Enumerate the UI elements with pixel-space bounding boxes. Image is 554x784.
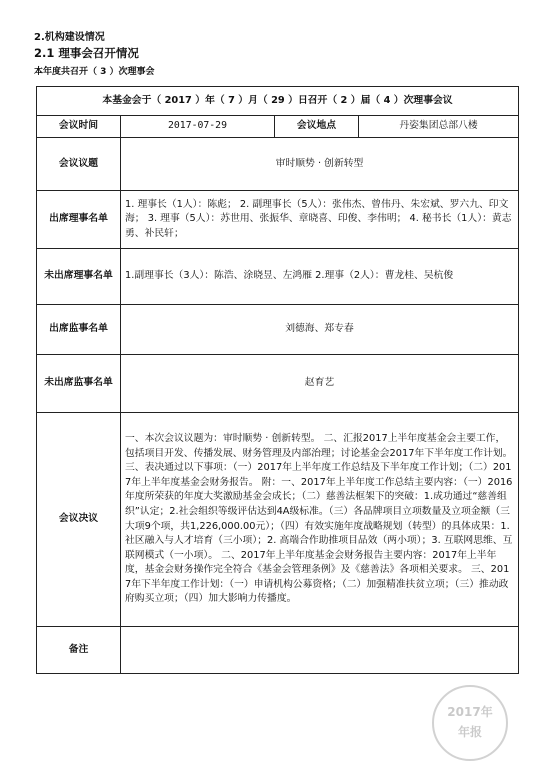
meeting-time-value: 2017-07-29 <box>121 116 275 138</box>
resolution-label: 会议决议 <box>37 413 121 627</box>
meeting-place-label: 会议地点 <box>275 116 359 138</box>
meeting-topic-value: 审时顺势 · 创新转型 <box>121 138 519 191</box>
meeting-count-summary: 本年度共召开（ 3 ）次理事会 <box>34 67 155 77</box>
meeting-place-value: 丹姿集团总部八楼 <box>359 116 519 138</box>
subsection-heading: 2.1 理事会召开情况 <box>34 46 139 60</box>
absent-directors-label: 未出席理事名单 <box>37 249 121 305</box>
stamp-year: 2017年 <box>447 705 493 719</box>
table-row <box>37 249 519 305</box>
annual-report-stamp <box>432 685 508 761</box>
table-row <box>37 305 519 355</box>
absent-supervisors-label: 未出席监事名单 <box>37 355 121 413</box>
table-row <box>37 87 519 116</box>
remarks-label: 备注 <box>37 627 121 674</box>
board-meeting-table <box>36 86 519 674</box>
table-row <box>37 355 519 413</box>
present-directors-value: 1. 理事长（1人）：陈彪； 2. 副理事长（5人）：张伟杰、曾伟丹、朱宏斌、罗六九、印文海； 3. 理事（5人）：苏世用、张振华、章晓喜、印俊、李伟明； 4. 秘书长（1人）：黄志勇、补民轩； <box>121 191 519 249</box>
table-row <box>37 413 519 627</box>
table-row <box>37 627 519 674</box>
table-row <box>37 138 519 191</box>
present-supervisors-label: 出席监事名单 <box>37 305 121 355</box>
meeting-time-label: 会议时间 <box>37 116 121 138</box>
absent-directors-value: 1.副理事长（3人）：陈浩、涂晓昱、左鸿雁 2.理事（2人）：曹龙桂、吴杭俊 <box>121 249 519 305</box>
absent-supervisors-value: 赵育艺 <box>121 355 519 413</box>
remarks-value <box>121 627 519 674</box>
meeting-title: 本基金会于（ 2017 ）年（ 7 ）月（ 29 ）日召开（ 2 ）届（ 4 ）次理事会议 <box>37 87 519 116</box>
meeting-topic-label: 会议议题 <box>37 138 121 191</box>
section-heading: 2.机构建设情况 <box>34 32 105 43</box>
present-directors-label: 出席理事名单 <box>37 191 121 249</box>
table-row <box>37 191 519 249</box>
stamp-label: 年报 <box>457 725 482 739</box>
resolution-value: 一、本次会议议题为：审时顺势 · 创新转型。 二、汇报2017上半年度基金会主要工作，包括项目开发、传播发展、财务管理及内部治理；讨论基金会2017年下半年度工作计划。 三、表决通过以下事项：（一）2017年上半年度工作总结及下半年度工作计划；（二）2017年上半年度基金会财务报告。 附：一、2017年上半年度工作总结主要内容：（一）2016年度所荣获的年度大奖激励基金会成长；（二）慈善法框架下的突破：1.成功通过“慈善组织”认定；2.社会组织等级评估达到4A级标准。（三）各品牌项目立项数量及立项金额（三大项9个项，共1,226,000.00元）；（四）有效实施年度战略规划（转型）的具体成果：1. 社区融入与人才培育（三小项）；2. 高端合作助推项目品效（两小项）；3. 互联网思维、互联网模式（一小项）。 二、2017年上半年度基金会财务报告主要内容：2017年上半年度，基金会财务操作完全符合《基金会管理条例》及《慈善法》各项相关要求。 三、2017年下半年度工作计划：（一）申请机构公募资格；（二）加强精准扶贫立项；（三）推动政府购买立项；（四）加大影响力传播度。 <box>121 413 519 627</box>
table-row <box>37 116 519 138</box>
present-supervisors-value: 刘德海、郑专春 <box>121 305 519 355</box>
